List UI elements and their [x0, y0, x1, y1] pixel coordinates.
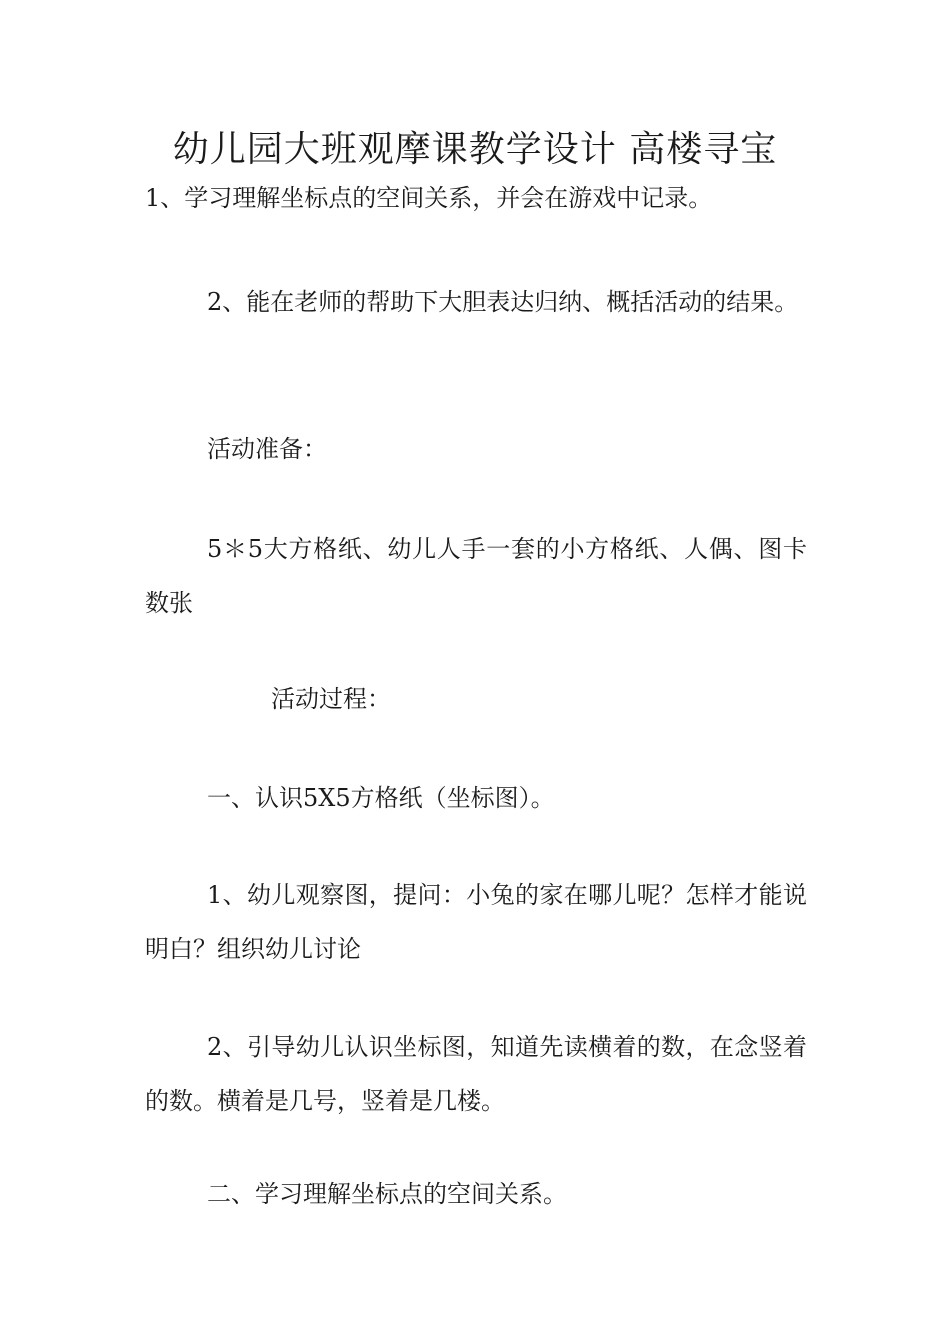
process-heading: 活动过程： — [271, 685, 391, 713]
objective-1: 1、学习理解坐标点的空间关系，并会在游戏中记录。 — [145, 184, 713, 212]
step-1-1: 1、幼儿观察图，提问：小兔的家在哪儿呢？怎样才能说明白？组织幼儿讨论 — [145, 881, 807, 963]
document-title: 幼儿园大班观摩课教学设计 高楼寻宝 — [172, 129, 778, 170]
step-1-2: 2、引导幼儿认识坐标图，知道先读横着的数，在念竖着的数。横着是几号，竖着是几楼。 — [145, 1033, 807, 1115]
section-1-heading: 一、认识5X5方格纸（坐标图）。 — [207, 784, 555, 812]
prep-heading: 活动准备： — [207, 435, 327, 463]
section-2-heading: 二、学习理解坐标点的空间关系。 — [207, 1180, 567, 1208]
prep-materials: 5＊5大方格纸、幼儿人手一套的小方格纸、人偶、图卡数张 — [145, 535, 807, 617]
objective-2: 2、能在老师的帮助下大胆表达归纳、概括活动的结果。 — [207, 288, 799, 316]
